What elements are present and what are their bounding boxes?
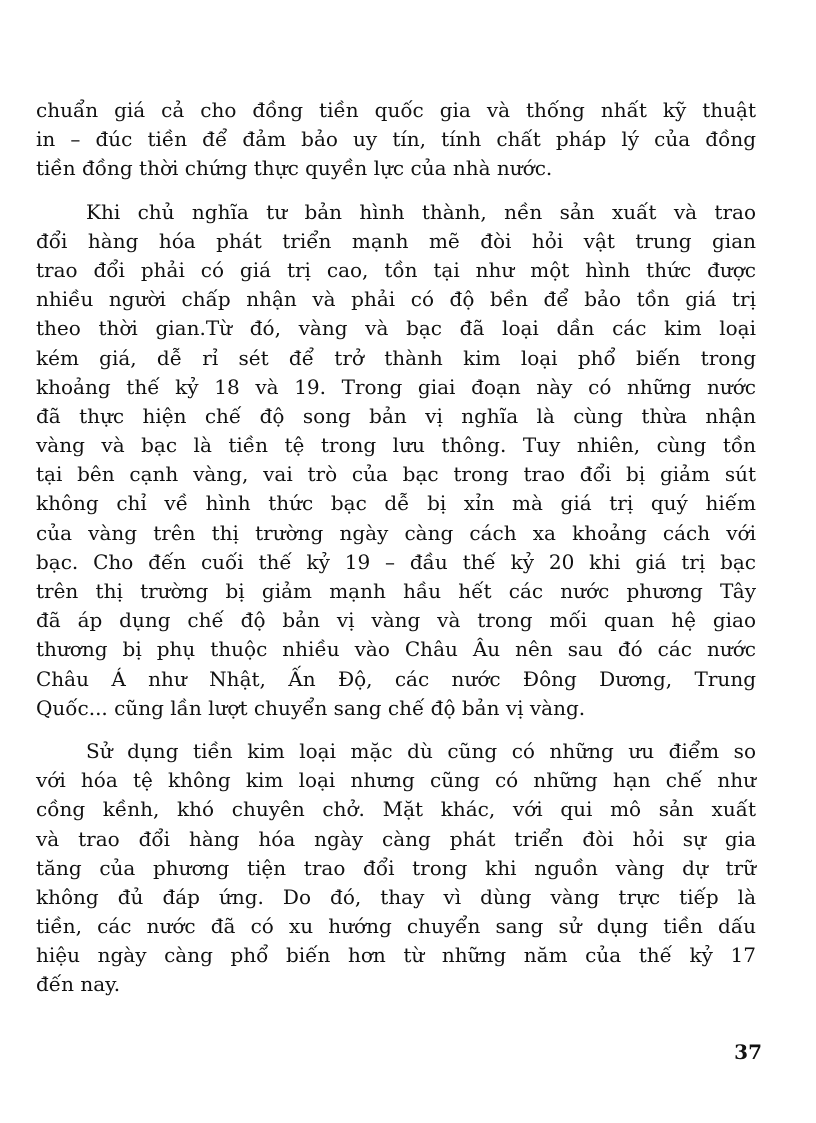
text-line: trên thị trường bị giảm mạnh hầu hết các nước phương Tây (36, 579, 756, 603)
text-line: của vàng trên thị trường ngày càng cách xa khoảng cách với (36, 520, 756, 545)
text-line: Quốc... cũng lần lượt chuyển sang chế độ bản vị vàng. (36, 695, 586, 720)
text-line: đã áp dụng chế độ bản vị vàng và trong mối quan hệ giao (36, 608, 756, 633)
page-body (36, 96, 756, 1000)
text-line: trao đổi phải có giá trị cao, tồn tại như một hình thức được (36, 257, 756, 282)
paragraph-2 (36, 198, 756, 723)
paragraph-3 (36, 737, 756, 1000)
text-line: in – đúc tiền để đảm bảo uy tín, tính chất pháp lý của đồng (36, 127, 756, 152)
text-line: đổi hàng hóa phát triển mạnh mẽ đòi hỏi vật trung gian (36, 228, 756, 253)
text-line: đến nay. (36, 972, 121, 997)
page-number: 37 (734, 1040, 762, 1064)
text-line: Sử dụng tiền kim loại mặc dù cũng có những ưu điểm so (86, 738, 756, 763)
text-line: bạc. Cho đến cuối thế kỷ 19 – đầu thế kỷ 20 khi giá trị bạc (36, 549, 756, 574)
text-line: tiền, các nước đã có xu hướng chuyển sang sử dụng tiền dấu (36, 914, 756, 939)
text-line: tại bên cạnh vàng, vai trò của bạc trong trao đổi bị giảm sút (36, 462, 756, 487)
text-line: tiền đồng thời chứng thực quyền lực của nhà nước. (36, 156, 553, 181)
text-line: kém giá, dễ rỉ sét để trở thành kim loại phổ biến trong (36, 345, 756, 370)
text-line: và trao đổi hàng hóa ngày càng phát triển đòi hỏi sự gia (36, 826, 756, 851)
text-line: khoảng thế kỷ 18 và 19. Trong giai đoạn này có những nước (36, 374, 756, 399)
text-line: theo thời gian.Từ đó, vàng và bạc đã loại dần các kim loại (36, 316, 756, 341)
text-line: hiệu ngày càng phổ biến hơn từ những năm của thế kỷ 17 (36, 943, 756, 968)
text-line: với hóa tệ không kim loại nhưng cũng có những hạn chế như (36, 768, 756, 793)
text-line: cồng kềnh, khó chuyên chở. Mặt khác, với qui mô sản xuất (36, 797, 756, 822)
paragraph-1 (36, 96, 756, 184)
text-line: chuẩn giá cả cho đồng tiền quốc gia và thống nhất kỹ thuật (36, 98, 756, 122)
text-line: tăng của phương tiện trao đổi trong khi nguồn vàng dự trữ (36, 855, 756, 880)
text-line: thương bị phụ thuộc nhiều vào Châu Âu nên sau đó các nước (36, 637, 756, 662)
text-line: Châu Á như Nhật, Ấn Độ, các nước Đông Dương, Trung (36, 666, 756, 691)
text-line: không đủ đáp ứng. Do đó, thay vì dùng vàng trực tiếp là (36, 884, 756, 909)
text-line: không chỉ về hình thức bạc dễ bị xỉn mà giá trị quý hiếm (36, 491, 756, 516)
text-line: nhiều người chấp nhận và phải có độ bền để bảo tồn giá trị (36, 287, 756, 312)
text-line: Khi chủ nghĩa tư bản hình thành, nền sản xuất và trao (86, 199, 756, 224)
text-line: vàng và bạc là tiền tệ trong lưu thông. Tuy nhiên, cùng tồn (36, 433, 756, 458)
text-line: đã thực hiện chế độ song bản vị nghĩa là cùng thừa nhận (36, 403, 756, 428)
